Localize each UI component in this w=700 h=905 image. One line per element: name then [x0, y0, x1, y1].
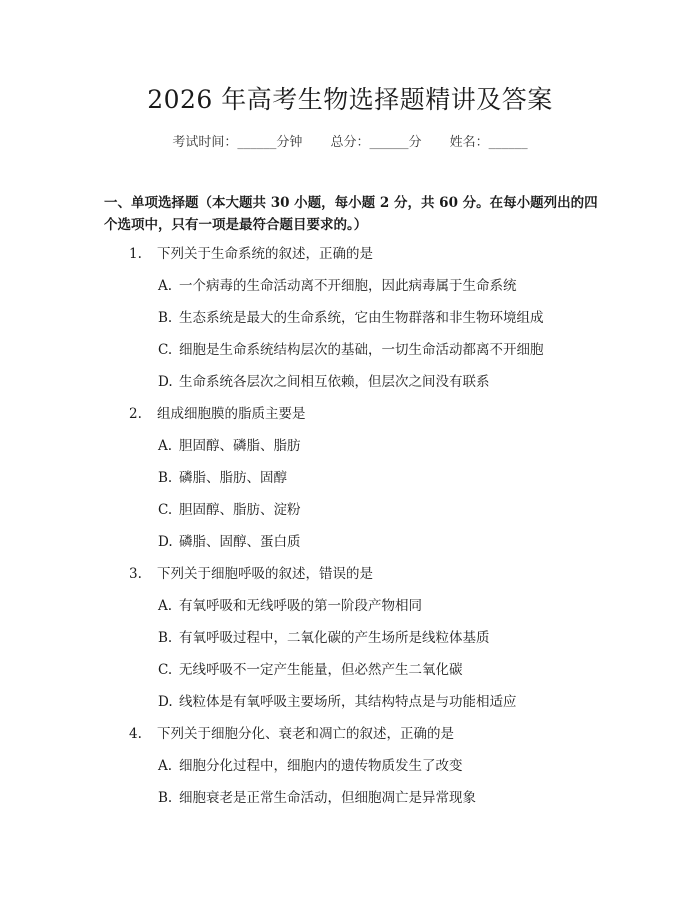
option-letter: B.	[158, 310, 173, 326]
question-number: 1.	[129, 246, 142, 262]
section-heading: 一、单项选择题（本大题共 30 小题，每小题 2 分，共 60 分。在每小题列出的四个选项中，只有一项是最符合题目要求的。）	[104, 195, 598, 233]
option-letter: A.	[158, 758, 173, 774]
option-letter: D.	[158, 534, 173, 550]
question-number: 4.	[129, 726, 142, 742]
option-letter: B.	[158, 790, 173, 806]
question-number: 3.	[129, 566, 142, 582]
option-letter: B.	[158, 630, 173, 646]
option-letter: C.	[158, 342, 173, 358]
question-stem: 下列关于细胞分化、衰老和凋亡的叙述，正确的是	[157, 726, 454, 742]
question-number: 2.	[129, 406, 142, 422]
option-text: 有氧呼吸过程中，二氧化碳的产生场所是线粒体基质	[179, 630, 490, 646]
question-stem: 组成细胞膜的脂质主要是	[157, 406, 306, 422]
option-text: 线粒体是有氧呼吸主要场所，其结构特点是与功能相适应	[179, 694, 517, 710]
option-text: 磷脂、脂肪、固醇	[179, 470, 287, 486]
option-text: 磷脂、固醇、蛋白质	[179, 534, 301, 550]
option-letter: B.	[158, 470, 173, 486]
option-text: 胆固醇、脂肪、淀粉	[179, 502, 301, 518]
option-letter: D.	[158, 374, 173, 390]
option-text: 有氧呼吸和无线呼吸的第一阶段产物相同	[179, 598, 422, 614]
option-letter: D.	[158, 694, 173, 710]
total-score-field: 总分：______分	[330, 135, 422, 150]
option-letter: A.	[158, 278, 173, 294]
option-letter: C.	[158, 502, 173, 518]
student-name-field: 姓名：______	[449, 135, 528, 150]
option-letter: C.	[158, 662, 173, 678]
exam-time-field: 考试时间：______分钟	[172, 135, 303, 150]
option-text: 胆固醇、磷脂、脂肪	[179, 438, 301, 454]
option-text: 无线呼吸不一定产生能量，但必然产生二氧化碳	[179, 662, 463, 678]
question-stem: 下列关于细胞呼吸的叙述，错误的是	[157, 566, 373, 582]
option-text: 生命系统各层次之间相互依赖，但层次之间没有联系	[179, 374, 490, 390]
option-letter: A.	[158, 598, 173, 614]
option-text: 细胞衰老是正常生命活动，但细胞凋亡是异常现象	[179, 790, 476, 806]
option-text: 生态系统是最大的生命系统，它由生物群落和非生物环境组成	[179, 310, 544, 326]
option-letter: A.	[158, 438, 173, 454]
page-title: 2026 年高考生物选择题精讲及答案	[147, 85, 553, 114]
question-stem: 下列关于生命系统的叙述，正确的是	[157, 246, 373, 262]
option-text: 细胞是生命系统结构层次的基础，一切生命活动都离不开细胞	[179, 342, 544, 358]
exam-info-line	[0, 131, 700, 150]
option-text: 一个病毒的生命活动离不开细胞，因此病毒属于生命系统	[179, 278, 517, 294]
option-text: 细胞分化过程中，细胞内的遗传物质发生了改变	[179, 758, 463, 774]
